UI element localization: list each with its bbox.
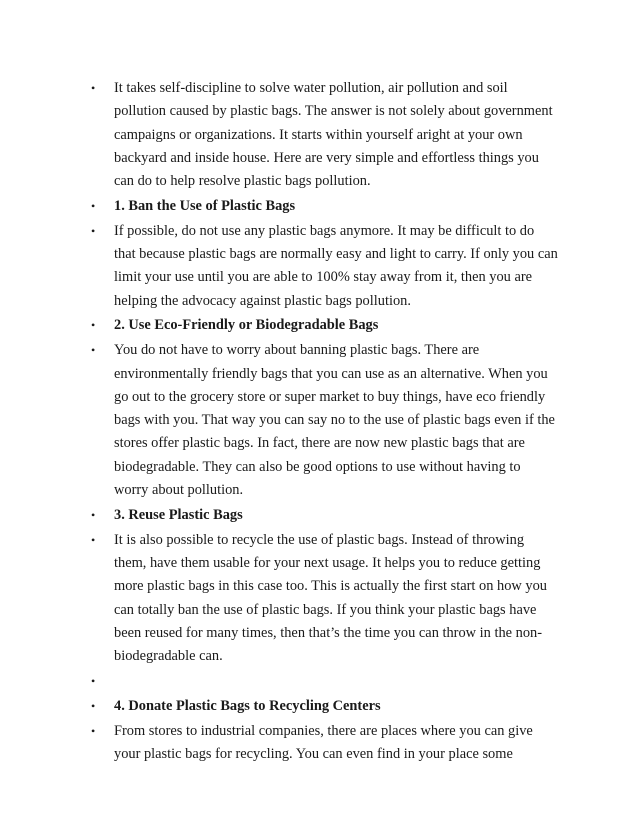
list-item-intro — [88, 77, 558, 193]
bullet-icon: • — [91, 698, 96, 713]
list-item-heading-4 — [88, 695, 558, 718]
list-item-paragraph-3 — [88, 529, 558, 669]
bullet-icon: • — [91, 507, 96, 522]
bullet-icon: • — [91, 343, 96, 358]
list-item-paragraph-2 — [88, 339, 558, 502]
list-item-paragraph-1 — [88, 220, 558, 313]
bullet-icon: • — [91, 318, 96, 333]
paragraph-text: You do not have to worry about banning plastic bags. There are environmentally friendly bags that you can use as an alternative. When you go out to the grocery store or super market to buy things, have eco friendly bags with you. That way you can say no to the use of plastic bags even if the stores offer plastic bags. In fact, there are now new plastic bags that are biodegradable. They can also be good options to use without having to worry about pollution. — [114, 342, 555, 499]
bullet-icon: • — [91, 223, 96, 238]
list-item-heading-3 — [88, 504, 558, 527]
bullet-icon: • — [91, 673, 96, 688]
list-item-heading-2 — [88, 314, 558, 337]
section-heading: 1. Ban the Use of Plastic Bags — [114, 197, 296, 214]
bullet-icon: • — [91, 532, 96, 547]
section-heading: 2. Use Eco-Friendly or Biodegradable Bags — [114, 317, 379, 334]
bullet-list — [88, 77, 558, 768]
paragraph-text: It takes self-discipline to solve water pollution, air pollution and soil pollution caused by plastic bags. The answer is not solely about government campaigns or organizations. It starts within yourself aright at your own backyard and inside house. Here are very simple and effortless things you can do to help resolve plastic bags pollution. — [114, 80, 553, 190]
bullet-icon: • — [91, 81, 96, 95]
list-item-empty — [88, 670, 558, 693]
bullet-icon: • — [91, 198, 96, 213]
paragraph-text: From stores to industrial companies, there are places where you can give your plastic bags for recycling. You can even find in your place some — [114, 722, 533, 762]
paragraph-text: If possible, do not use any plastic bags anymore. It may be difficult to do that because plastic bags are normally easy and light to carry. If only you can limit your use until you are able to 100% stay away from it, then you are helping the advocacy against plastic bags pollution. — [114, 222, 558, 309]
section-heading: 3. Reuse Plastic Bags — [114, 506, 243, 523]
bullet-icon: • — [91, 723, 96, 738]
section-heading: 4. Donate Plastic Bags to Recycling Centers — [114, 697, 381, 714]
paragraph-text: It is also possible to recycle the use of plastic bags. Instead of throwing them, have them usable for your next usage. It helps you to reduce getting more plastic bags in this case too. This is actually the first start on how you can totally ban the use of plastic bags. If you think your plastic bags have been reused for many times, then that’s the time you can throw in the non-biodegradable can. — [114, 531, 547, 665]
list-item-heading-1 — [88, 195, 558, 218]
list-item-paragraph-4 — [88, 720, 558, 767]
